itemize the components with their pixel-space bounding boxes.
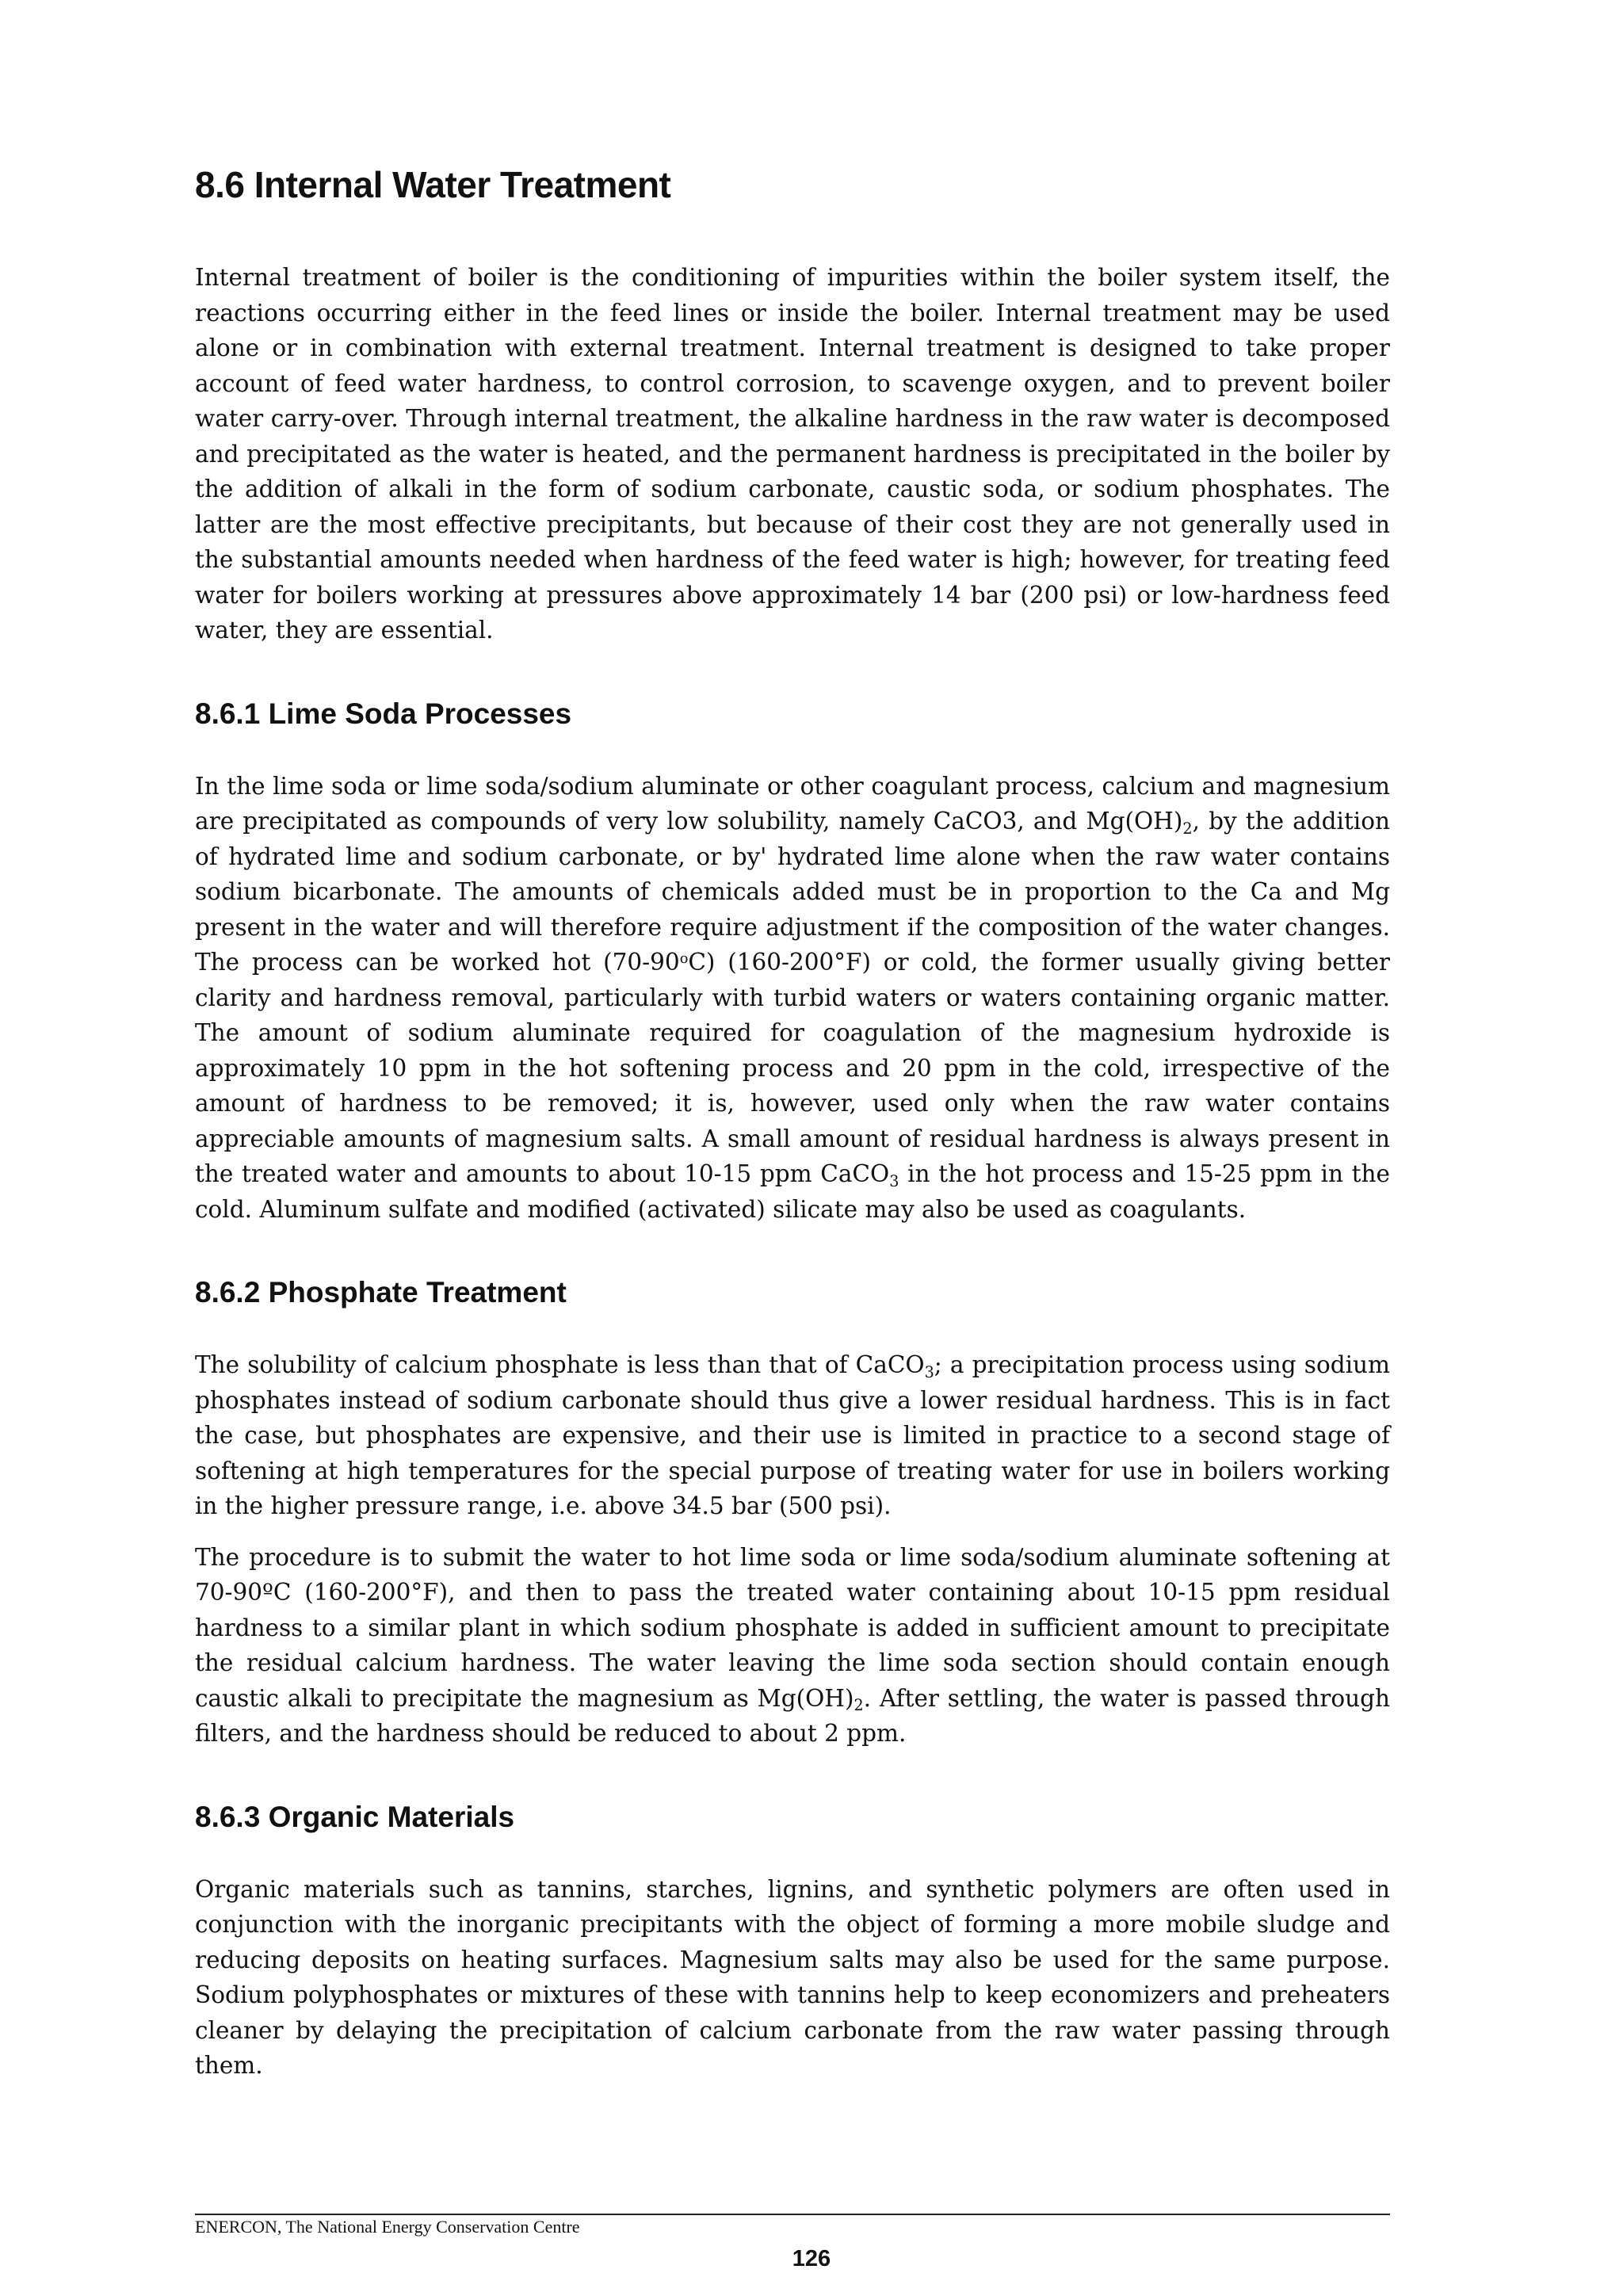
page-number: 126 [792, 2246, 831, 2271]
subsection-heading-organic: 8.6.3 Organic Materials [195, 1800, 515, 1833]
subsection-heading-phosphate: 8.6.2 Phosphate Treatment [195, 1276, 567, 1308]
subsection-heading-lime-soda: 8.6.1 Lime Soda Processes [195, 697, 572, 730]
footer-organization: ENERCON, The National Energy Conservation Centre [195, 2217, 580, 2237]
lime-soda-paragraph: In the lime soda or lime soda/sodium aluminate or other coagulant process, calcium and magnesium are precipitated as compounds of very low solubility, namely CaCO3, and $Mg(OH)_2$, by the addition of hydrated lime and sodium carbonate, or by' hydrated lime alone when the raw water contains sodium bicarbonate. The amounts of chemicals added must be in proportion to the Ca and Mg present in the water and will therefore require adjustment if the composition of the water changes. The process can be worked hot (70-90$^o$C) (160-200°F) or cold, the former usually giving better clarity and hardness removal, particularly with turbid waters or waters containing organic matter. The amount of sodium aluminate required for coagulation of the magnesium hydroxide is approximately 10 ppm in the hot softening process and 20 ppm in the cold, irrespective of the amount of hardness to be removed; it is, however, used only when the raw water contains appreciable amounts of magnesium salts. A small amount of residual hardness is always present in the treated water and amounts to about 10-15 ppm CaCO$_3$ in the hot process and 15-25 ppm in the cold. Aluminum sulfate and modified (activated) silicate may also be used as coagulants. [195, 772, 1390, 1223]
footer-rule [195, 2214, 1390, 2215]
phosphate-paragraph-2: The procedure is to submit the water to hot lime soda or lime soda/sodium aluminate softening at 70-90ºC (160-200°F), and then to pass the treated water containing about 10-15 ppm residual hardness to a similar plant in which sodium phosphate is added in sufficient amount to precipitate the residual calcium hardness. The water leaving the lime soda section should contain enough caustic alkali to precipitate the magnesium as $Mg(OH)_2$. After settling, the water is passed through filters, and the hardness should be reduced to about 2 ppm. [195, 1543, 1391, 1747]
section-title: 8.6 Internal Water Treatment [195, 164, 671, 205]
intro-paragraph: Internal treatment of boiler is the conditioning of impurities within the boiler system itself, the reactions occurring either in the feed lines or inside the boiler. Internal treatment may be used alone or in combination with external treatment. Internal treatment is designed to take proper account of feed water hardness, to control corrosion, to scavenge oxygen, and to prevent boiler water carry-over. Through internal treatment, the alkaline hardness in the raw water is decomposed and precipitated as the water is heated, and the permanent hardness is precipitated in the boiler by the addition of alkali in the form of sodium carbonate, caustic soda, or sodium phosphates. The latter are the most effective precipitants, but because of their cost they are not generally used in the substantial amounts needed when hardness of the feed water is high; however, for treating feed water for boilers working at pressures above approximately 14 bar (200 psi) or low-hardness feed water, they are essential. [195, 264, 1390, 644]
phosphate-paragraph-1: The solubility of calcium phosphate is less than that of CaCO$_3$; a precipitation process using sodium phosphates instead of sodium carbonate should thus give a lower residual hardness. This is in fact the case, but phosphates are expensive, and their use is limited in practice to a second stage of softening at high temperatures for the special purpose of treating water for use in boilers working in the higher pressure range, i.e. above 34.5 bar (500 psi). [195, 1351, 1390, 1519]
document-body [195, 155, 1390, 2099]
organic-paragraph: Organic materials such as tannins, starches, lignins, and synthetic polymers are often used in conjunction with the inorganic precipitants with the object of forming a more mobile sludge and reducing deposits on heating surfaces. Magnesium salts may also be used for the same purpose. Sodium polyphosphates or mixtures of these with tannins help to keep economizers and preheaters cleaner by delaying the precipitation of calcium carbonate from the raw water passing through them. [195, 1875, 1390, 2079]
